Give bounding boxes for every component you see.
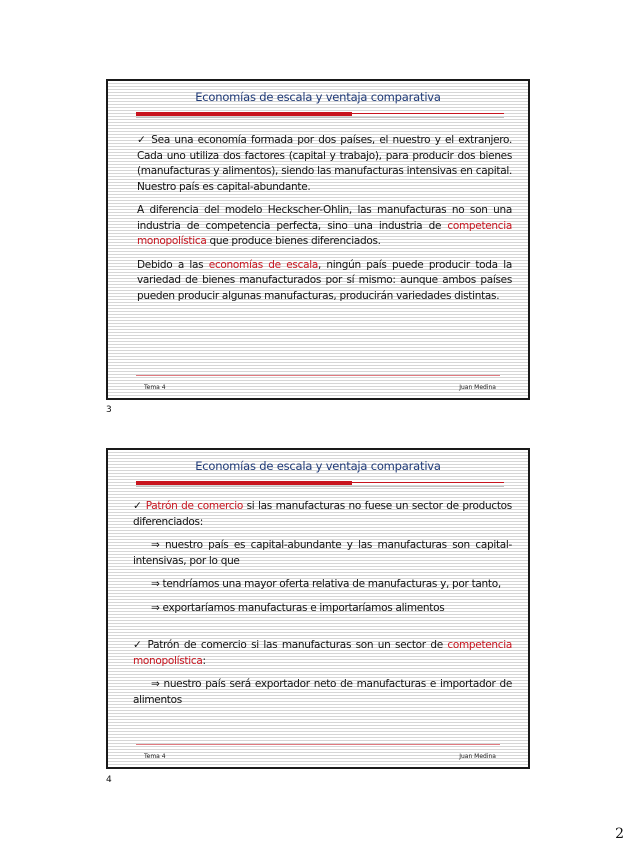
footer-topic: Tema 4	[144, 753, 166, 760]
paragraph-2: ⇒ nuestro país es capital-abundante y las manufacturas son capital-intensivas, por lo que	[133, 539, 512, 567]
title-underline-red	[136, 112, 352, 116]
footer-author: Juan Medina	[459, 384, 496, 391]
paragraph-1: ✓ Sea una economía formada por dos países, el nuestro y el extranjero. Cada uno utiliza dos factores (capital y trabajo), para producir dos bienes (manufacturas y alimentos), siendo las manufacturas intensivas en capital. Nuestro país es capital-abundante.	[137, 134, 512, 193]
slide-number: 3	[106, 405, 112, 415]
slide-4	[106, 448, 530, 769]
paragraph-6: ⇒ nuestro país será exportador neto de manufacturas e importador de alimentos	[133, 678, 512, 706]
page-number: 2	[615, 826, 624, 842]
paragraph-5	[133, 638, 512, 669]
highlight-patron: Patrón de comercio	[145, 500, 243, 512]
slide-body	[133, 499, 512, 716]
slide-number: 4	[106, 775, 112, 785]
highlight-economias: economías de escala	[208, 258, 318, 271]
highlight-competencia: competencia monopolística	[137, 219, 512, 247]
slide-3	[106, 79, 530, 400]
check-mark: ✓	[133, 500, 146, 512]
footer-rule	[136, 375, 500, 376]
paragraph-3-text-a: Debido a las	[137, 258, 209, 271]
highlight-competencia: competencia monopolística	[133, 639, 512, 667]
paragraph-4: ⇒ exportaríamos manufacturas e importaríamos alimentos	[151, 601, 445, 614]
paragraph-3: ⇒ tendríamos una mayor oferta relativa de manufacturas y, por tanto,	[151, 578, 501, 590]
slide-title: Economías de escala y ventaja comparativa	[195, 459, 441, 473]
slide-title: Economías de escala y ventaja comparativa	[195, 90, 441, 104]
paragraph-3	[137, 258, 512, 305]
footer-rule	[136, 744, 500, 745]
title-underline-thin	[352, 113, 504, 114]
slide-body	[137, 133, 512, 312]
footer-author: Juan Medina	[459, 753, 496, 760]
title-underline-red	[136, 481, 352, 485]
paragraph-3-text-b: , ningún país puede producir toda la variedad de bienes manufacturados por sí mismo: aunque ambos países pueden producir algunas manufacturas, producirán variedades distintas.	[137, 258, 512, 302]
paragraph-2	[137, 203, 512, 250]
title-underline-shadow	[136, 117, 504, 118]
paragraph-5-text-b: :	[202, 654, 206, 667]
footer-topic: Tema 4	[144, 384, 166, 391]
paragraph-1	[133, 499, 512, 530]
title-underline-thin	[352, 482, 504, 483]
paragraph-2-text-b: que produce bienes diferenciados.	[206, 235, 381, 247]
paragraph-1-text-b: si las manufacturas no fuese un sector de productos diferenciados:	[133, 500, 512, 528]
paragraph-5-text-a: ✓ Patrón de comercio si las manufacturas son un sector de	[133, 639, 448, 651]
title-underline-shadow	[136, 486, 504, 487]
paragraph-2-text-a: A diferencia del modelo Heckscher-Ohlin, las manufacturas no son una industria de competencia perfecta, sino una industria de	[137, 204, 512, 232]
